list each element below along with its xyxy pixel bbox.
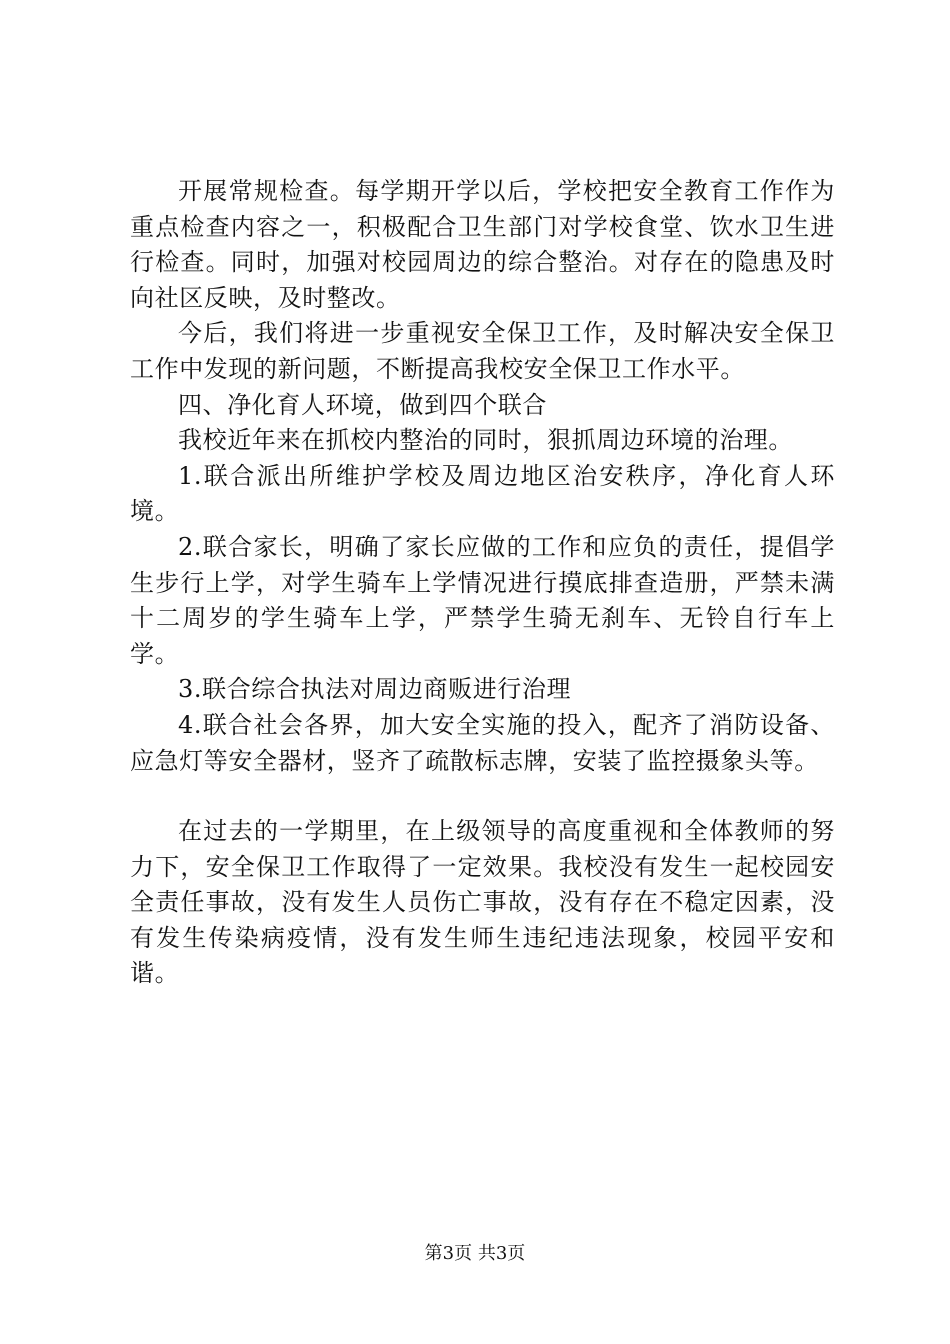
paragraph-routine-inspection: 开展常规检查。每学期开学以后，学校把安全教育工作作为重点检查内容之一，积极配合卫生部门对学校食堂、饮水卫生进行检查。同时，加强对校园周边的综合整治。对存在的隐患及时向社区反映，及时整改。	[130, 177, 835, 312]
page-number-footer: 第3页 共3页	[424, 1243, 526, 1264]
section-heading: 四、净化育人环境，做到四个联合	[178, 390, 547, 419]
list-item-parents: 2.联合家长，明确了家长应做的工作和应负的责任，提倡学生步行上学，对学生骑车上学情况进行摸底排查造册，严禁未满十二周岁的学生骑车上学，严禁学生骑无刹车、无铃自行车上学。	[130, 532, 835, 668]
document-body	[130, 174, 835, 992]
list-item-society: 4.联合社会各界，加大安全实施的投入，配齐了消防设备、应急灯等安全器材，竖齐了疏散标志牌，安装了监控摄象头等。	[130, 710, 835, 775]
paragraph-future-plan: 今后，我们将进一步重视安全保卫工作，及时解决安全保卫工作中发现的新问题，不断提高我校安全保卫工作水平。	[130, 319, 835, 383]
list-item-law-enforcement: 3.联合综合执法对周边商贩进行治理	[178, 675, 572, 704]
paragraph-environment-intro: 我校近年来在抓校内整治的同时，狠抓周边环境的治理。	[178, 426, 793, 455]
paragraph-summary: 在过去的一学期里，在上级领导的高度重视和全体教师的努力下，安全保卫工作取得了一定效果。我校没有发生一起校园安全责任事故，没有发生人员伤亡事故，没有存在不稳定因素，没有发生传染病疫情，没有发生师生违纪违法现象，校园平安和谐。	[130, 817, 835, 988]
list-item-police: 1.联合派出所维护学校及周边地区治安秩序，净化育人环境。	[130, 461, 835, 526]
